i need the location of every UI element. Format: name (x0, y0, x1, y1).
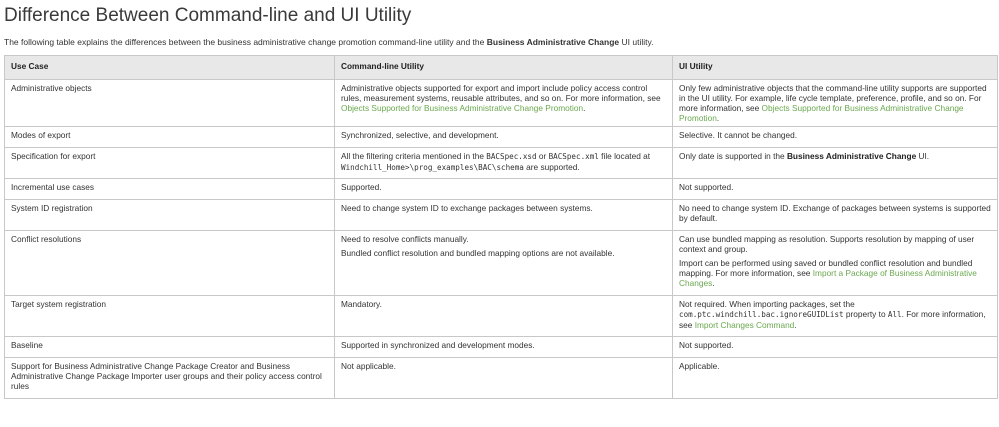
table-row (5, 231, 998, 296)
cell-paragraph: Can use bundled mapping as resolution. Supports resolution by mapping of user context and group. (679, 234, 975, 254)
cell-text: file located at (598, 151, 651, 161)
objects-supported-link[interactable]: Objects Supported for Business Administrative Change Promotion (341, 103, 584, 113)
cell-use-case: Baseline (5, 337, 335, 358)
header-use-case: Use Case (5, 56, 335, 80)
table-row (5, 200, 998, 231)
cell-use-case: Modes of export (5, 127, 335, 148)
cell-ui-utility: Applicable. (673, 358, 998, 399)
cell-command-line: Mandatory. (335, 296, 673, 337)
cell-ui-utility: No need to change system ID. Exchange of packages between systems is supported by default. (673, 200, 998, 231)
table-row (5, 148, 998, 179)
cell-ui-utility: Selective. It cannot be changed. (673, 127, 998, 148)
cell-use-case: Conflict resolutions (5, 231, 335, 296)
header-ui-utility: UI Utility (673, 56, 998, 80)
cell-use-case: Administrative objects (5, 80, 335, 127)
import-package-link[interactable]: Import a Package of Business Administrative Changes (679, 268, 977, 288)
page-title: Difference Between Command-line and UI Utility (4, 5, 412, 26)
cell-use-case: Target system registration (5, 296, 335, 337)
cell-text: property to (843, 309, 888, 319)
code-bacspec-xml: BACSpec.xml (548, 152, 599, 161)
cell-command-line: Supported in synchronized and development modes. (335, 337, 673, 358)
table-row (5, 358, 998, 399)
cell-paragraph: Bundled conflict resolution and bundled mapping options are not available. (341, 248, 615, 258)
cell-command-line (335, 80, 673, 127)
cell-text: . (712, 278, 715, 288)
cell-paragraph (679, 258, 991, 288)
objects-supported-link[interactable]: Objects Supported for Business Administrative Change Promotion (679, 103, 964, 123)
code-property-name: com.ptc.windchill.bac.ignoreGUIDList (679, 310, 844, 319)
cell-text: . (794, 320, 797, 330)
cell-command-line: Synchronized, selective, and development. (335, 127, 673, 148)
table-row (5, 337, 998, 358)
cell-command-line: Supported. (335, 179, 673, 200)
cell-ui-utility (673, 148, 998, 179)
cell-text: UI. (916, 151, 930, 161)
cell-text: or (536, 151, 549, 161)
cell-text: . (716, 113, 720, 123)
cell-text: Not required. When importing packages, set the (679, 299, 855, 309)
ui-name-bold: Business Administrative Change (786, 151, 917, 161)
cell-use-case: Specification for export (5, 148, 335, 179)
cell-ui-utility (673, 296, 998, 337)
cell-paragraph: Need to resolve conflicts manually. (341, 234, 469, 244)
table-header-row (5, 56, 998, 80)
table-row (5, 127, 998, 148)
cell-command-line (335, 231, 673, 296)
cell-text: are supported. (523, 162, 580, 172)
table-row (5, 80, 998, 127)
code-schema-path: Windchill_Home>\prog_examples\BAC\schema (341, 163, 524, 172)
cell-ui-utility: Not supported. (673, 337, 998, 358)
cell-text: Administrative objects supported for export and import include policy access control rules, measurement systems, reusable attributes, and so on. For more information, see (341, 83, 661, 103)
import-changes-command-link[interactable]: Import Changes Command (694, 320, 795, 330)
intro-paragraph (4, 37, 995, 48)
cell-text: . (583, 103, 586, 113)
intro-text-before: The following table explains the differences between the business administrative change promotion command-line utility and the (4, 37, 487, 47)
cell-command-line: Need to change system ID to exchange packages between systems. (335, 200, 673, 231)
cell-text: Import can be performed using saved or bundled conflict resolution and bundled mapping. For more information, see (679, 258, 973, 278)
cell-text: Only date is supported in the (679, 151, 787, 161)
table-row (5, 296, 998, 337)
cell-text: . For more information, see (679, 309, 986, 330)
header-command-line: Command-line Utility (335, 56, 673, 80)
cell-ui-utility: Not supported. (673, 179, 998, 200)
table-row (5, 179, 998, 200)
cell-text: Only few administrative objects that the command-line utility supports are supported in the UI utility. For example, life cycle template, preference, profile, and so on. For more information, see (679, 83, 987, 113)
cell-command-line: Not applicable. (335, 358, 673, 399)
comparison-table (4, 55, 998, 399)
cell-command-line (335, 148, 673, 179)
cell-use-case: Incremental use cases (5, 179, 335, 200)
cell-ui-utility (673, 231, 998, 296)
cell-ui-utility (673, 80, 998, 127)
cell-use-case: System ID registration (5, 200, 335, 231)
cell-text: All the filtering criteria mentioned in the (341, 151, 487, 161)
code-bacspec-xsd: BACSpec.xsd (486, 152, 537, 161)
intro-bold-ui-name: Business Administrative Change (486, 37, 620, 47)
cell-use-case: Support for Business Administrative Change Package Creator and Business Administrative Change Package Importer user groups and their policy access control rules (5, 358, 335, 399)
code-all-value: All (887, 310, 902, 319)
intro-text-after: UI utility. (619, 37, 654, 47)
